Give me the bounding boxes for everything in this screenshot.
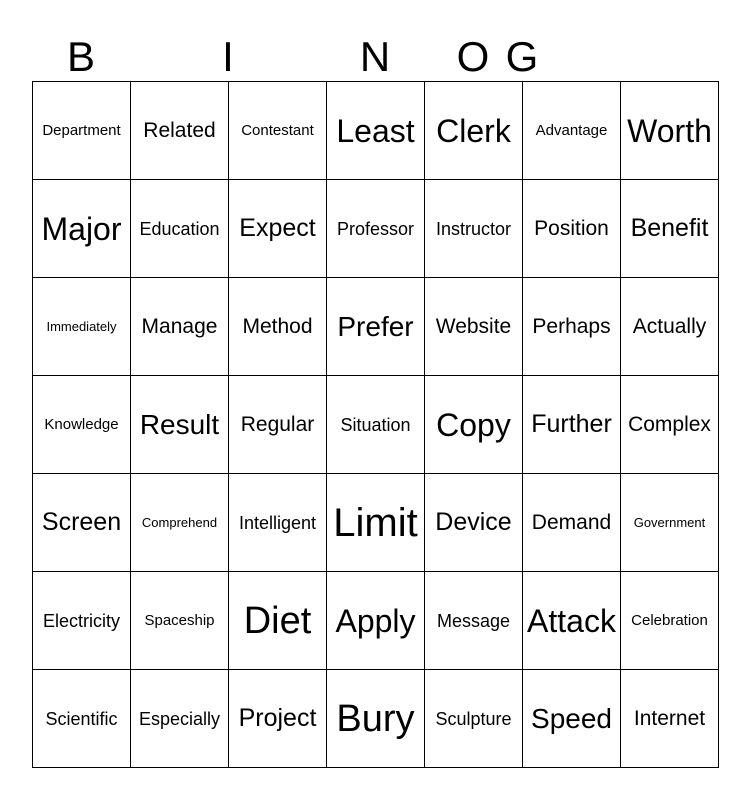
bingo-cell[interactable]: Bury: [327, 670, 425, 768]
header-letter-i: I: [222, 33, 234, 80]
bingo-cell[interactable]: Speed: [523, 670, 621, 768]
bingo-cell[interactable]: Method: [229, 278, 327, 376]
bingo-cell[interactable]: Department: [33, 82, 131, 180]
header-letter-b: B: [66, 33, 95, 80]
bingo-cell[interactable]: Limit: [327, 474, 425, 572]
bingo-cell[interactable]: Position: [523, 180, 621, 278]
bingo-cell[interactable]: Internet: [621, 670, 719, 768]
bingo-cell[interactable]: Education: [131, 180, 229, 278]
bingo-cell[interactable]: Manage: [131, 278, 229, 376]
header-letter-o-wrap: [424, 32, 522, 82]
bingo-cell[interactable]: Electricity: [33, 572, 131, 670]
bingo-cell[interactable]: Sculpture: [425, 670, 523, 768]
bingo-cell[interactable]: Project: [229, 670, 327, 768]
bingo-cell[interactable]: Website: [425, 278, 523, 376]
bingo-cell[interactable]: Situation: [327, 376, 425, 474]
header-letter-g: G: [505, 33, 539, 80]
bingo-cell[interactable]: Worth: [621, 82, 719, 180]
header-letter-n: N: [359, 33, 391, 80]
bingo-cell[interactable]: Celebration: [621, 572, 719, 670]
bingo-cell[interactable]: Instructor: [425, 180, 523, 278]
bingo-cell[interactable]: Perhaps: [523, 278, 621, 376]
bingo-cell[interactable]: Device: [425, 474, 523, 572]
bingo-header: [32, 32, 718, 82]
bingo-cell[interactable]: Benefit: [621, 180, 719, 278]
bingo-cell[interactable]: Intelligent: [229, 474, 327, 572]
bingo-cell[interactable]: Related: [131, 82, 229, 180]
bingo-cell[interactable]: Diet: [229, 572, 327, 670]
bingo-cell[interactable]: Knowledge: [33, 376, 131, 474]
bingo-cell[interactable]: Expect: [229, 180, 327, 278]
bingo-cell[interactable]: Actually: [621, 278, 719, 376]
bingo-grid: [32, 81, 719, 768]
bingo-cell[interactable]: Message: [425, 572, 523, 670]
header-letter-o: O: [456, 33, 490, 80]
bingo-cell[interactable]: Screen: [33, 474, 131, 572]
bingo-cell[interactable]: Major: [33, 180, 131, 278]
bingo-cell[interactable]: Copy: [425, 376, 523, 474]
bingo-cell[interactable]: Apply: [327, 572, 425, 670]
bingo-cell[interactable]: Complex: [621, 376, 719, 474]
bingo-cell[interactable]: Immediately: [33, 278, 131, 376]
bingo-cell[interactable]: Attack: [523, 572, 621, 670]
bingo-cell[interactable]: Spaceship: [131, 572, 229, 670]
bingo-cell[interactable]: Professor: [327, 180, 425, 278]
bingo-cell[interactable]: Clerk: [425, 82, 523, 180]
bingo-cell[interactable]: Comprehend: [131, 474, 229, 572]
bingo-cell[interactable]: Demand: [523, 474, 621, 572]
bingo-cell[interactable]: Prefer: [327, 278, 425, 376]
bingo-cell[interactable]: Government: [621, 474, 719, 572]
bingo-cell[interactable]: Further: [523, 376, 621, 474]
bingo-cell[interactable]: Scientific: [33, 670, 131, 768]
bingo-cell[interactable]: Especially: [131, 670, 229, 768]
bingo-cell[interactable]: Regular: [229, 376, 327, 474]
bingo-cell[interactable]: Least: [327, 82, 425, 180]
bingo-cell[interactable]: Advantage: [523, 82, 621, 180]
bingo-cell[interactable]: Result: [131, 376, 229, 474]
bingo-cell[interactable]: Contestant: [229, 82, 327, 180]
